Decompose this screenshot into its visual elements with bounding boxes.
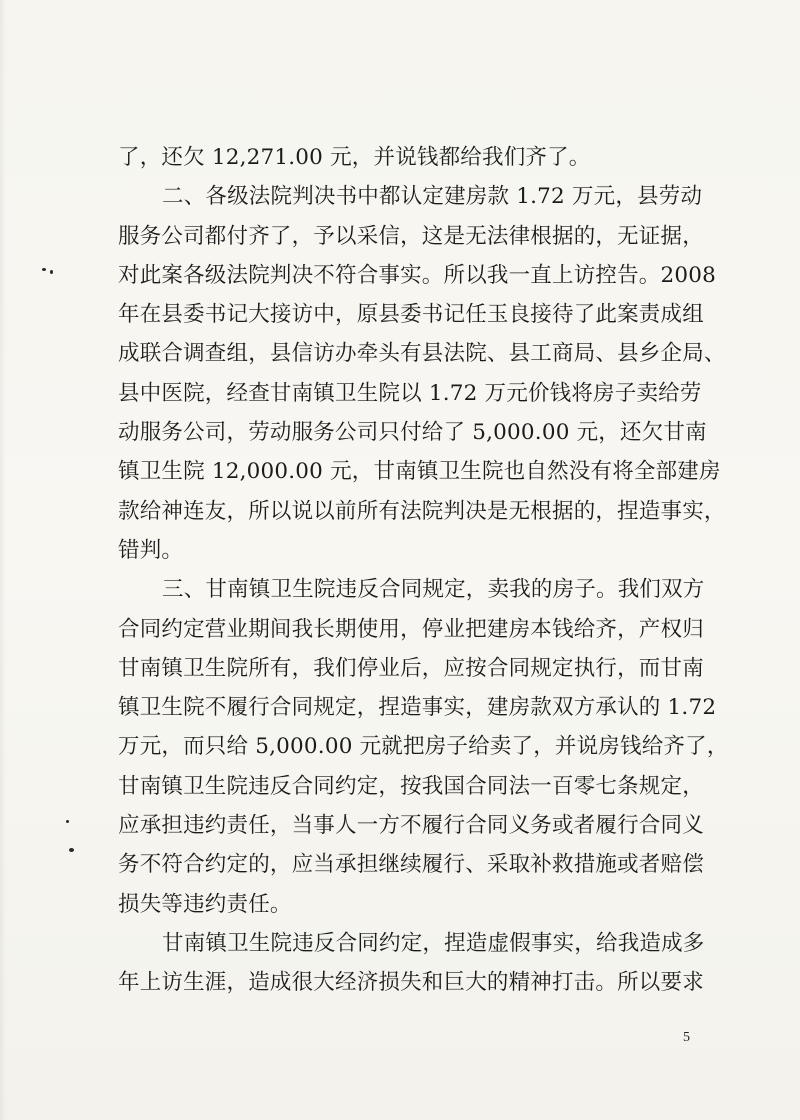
scan-speck <box>69 848 74 852</box>
scan-speck <box>66 820 69 823</box>
page-number: 5 <box>683 1030 690 1045</box>
text-line: 万元，而只给 5,000.00 元就把房子给卖了，并说房钱给齐了， <box>118 734 729 760</box>
text-line: 镇卫生院不履行合同规定，捏造事实，建房款双方承认的 1.72 <box>118 695 717 721</box>
text-line: 成联合调查组，县信访办牵头有县法院、县工商局、县乡企局、 <box>118 341 726 367</box>
text-line: 甘南镇卫生院违反合同约定，捏造虚假事实，给我造成多 <box>162 930 705 956</box>
text-line: 对此案各级法院判决不符合事实。所以我一直上访控告。2008 <box>118 262 717 288</box>
text-line: 错判。 <box>118 537 184 563</box>
text-line: 了，还欠 12,271.00 元，并说钱都给我们齐了。 <box>118 145 591 170</box>
scan-speck <box>50 270 53 274</box>
text-line: 应承担违约责任，当事人一方不履行合同义务或者履行合同义 <box>118 813 704 839</box>
text-line: 务不符合约定的，应当承担继续履行、采取补救措施或者赔偿 <box>118 852 704 878</box>
text-line: 镇卫生院 12,000.00 元，甘南镇卫生院也自然没有将全部建房 <box>118 459 721 485</box>
text-line: 二、各级法院判决书中都认定建房款 1.72 万元，县劳动 <box>162 184 703 210</box>
text-line: 三、甘南镇卫生院违反合同规定，卖我的房子。我们双方 <box>162 577 705 603</box>
text-line: 服务公司都付齐了，予以采信，这是无法律根据的，无证据， <box>118 223 704 249</box>
text-line: 甘南镇卫生院所有，我们停业后，应按合同规定执行，而甘南 <box>118 655 704 681</box>
scan-edge-shadow <box>0 0 6 1120</box>
text-line: 损失等违约责任。 <box>118 891 292 917</box>
document-body <box>118 138 729 1003</box>
text-line: 款给神连友，所以说以前所有法院判决是无根据的，捏造事实， <box>118 498 726 524</box>
text-line: 年上访生涯，造成很大经济损失和巨大的精神打击。所以要求 <box>118 970 704 996</box>
text-line: 年在县委书记大接访中，原县委书记任玉良接待了此案责成组 <box>118 302 704 328</box>
scan-speck <box>42 268 46 271</box>
text-line: 县中医院，经查甘南镇卫生院以 1.72 万元价钱将房子卖给劳 <box>118 380 702 406</box>
text-line: 甘南镇卫生院违反合同约定，按我国合同法一百零七条规定， <box>118 773 704 799</box>
text-line: 合同约定营业期间我长期使用，停业把建房本钱给齐，产权归 <box>118 616 704 642</box>
text-line: 动服务公司，劳动服务公司只付给了 5,000.00 元，还欠甘南 <box>118 420 707 446</box>
